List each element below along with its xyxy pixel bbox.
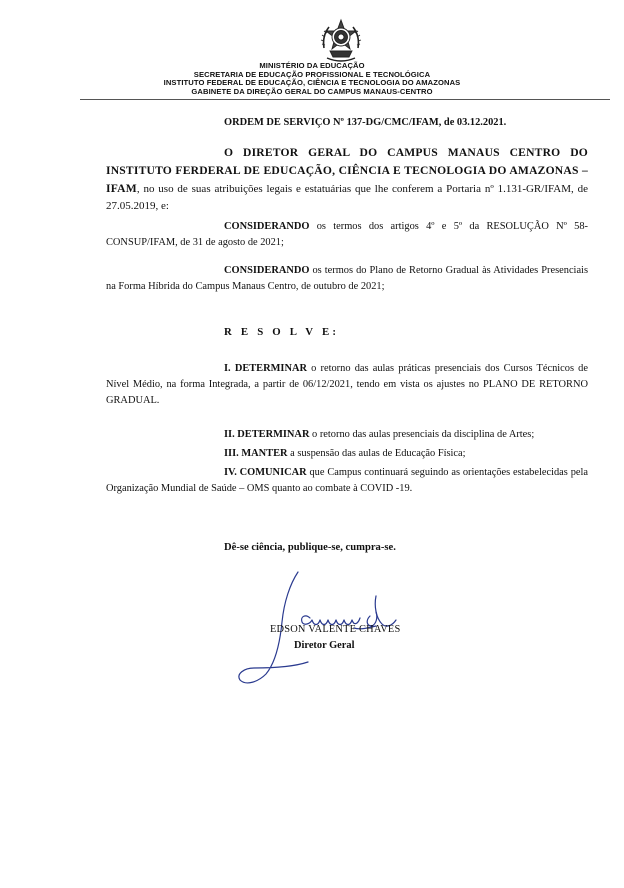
intro-bold-text: O DIRETOR GERAL DO CAMPUS MANAUS CENTRO DO INSTITUTO FERDERAL DE EDUCAÇÃO, CIÊNCIA E TECNOLOGIA DO AMAZONAS – IFAM	[106, 146, 588, 195]
sign-off-line: Dê-se ciência, publique-se, cumpra-se.	[224, 542, 396, 553]
item-2-text: o retorno das aulas presenciais da disciplina de Artes;	[309, 429, 535, 440]
header-institute: INSTITUTO FEDERAL DE EDUCAÇÃO, CIÊNCIA E TECNOLOGIA DO AMAZONAS	[163, 78, 461, 88]
header-cabinet: GABINETE DA DIREÇÃO GERAL DO CAMPUS MANAUS-CENTRO	[191, 86, 433, 96]
document-title: ORDEM DE SERVIÇO Nº 137-DG/CMC/IFAM, de 03.12.2021.	[224, 117, 507, 128]
intro-paragraph	[106, 144, 588, 215]
resolution-item-1	[106, 361, 588, 409]
institution-header	[0, 62, 624, 96]
signer-role: Diretor Geral	[294, 640, 355, 651]
considerando-1-label: CONSIDERANDO	[224, 221, 310, 232]
considerando-2-text: os termos do Plano de Retorno Gradual às Atividades Presenciais na Forma Híbrida do Campus Manaus Centro, de outubro de 2021;	[106, 265, 588, 292]
resolution-item-3	[106, 446, 588, 462]
signer-name: EDSON VALENTE CHAVES	[270, 624, 401, 635]
considerando-1-text: os termos dos artigos 4º e 5º da RESOLUÇÃO Nº 58-CONSUP/IFAM, de 31 de agosto de 2021;	[106, 221, 588, 248]
item-2-label: II. DETERMINAR	[224, 429, 310, 440]
item-4-label: IV. COMUNICAR	[224, 467, 307, 478]
item-3-text: a suspensão das aulas de Educação Física;	[287, 448, 466, 459]
item-4-text: que Campus continuará seguindo as orientações estabelecidas pela Organização Mundial de Saúde – OMS quanto ao combate à COVID -19.	[106, 467, 589, 494]
considerando-2-label: CONSIDERANDO	[224, 265, 310, 276]
header-ministry: MINISTÉRIO DA EDUCAÇÃO	[259, 61, 365, 70]
item-1-text: o retorno das aulas práticas presenciais dos Cursos Técnicos de Nível Médio, na forma Integrada, a partir de 06/12/2021, tendo em vista os ajustes no PLANO DE RETORNO GRADUAL.	[106, 363, 588, 406]
resolution-item-4	[106, 465, 588, 497]
header-divider	[80, 99, 610, 100]
considerando-paragraph-1	[106, 219, 588, 251]
intro-text: , no uso de suas atribuições legais e estatuárias que lhe conferem a Portaria nº 1.131-GR/IFAM, de 27.05.2019, e:	[106, 183, 588, 212]
brazil-coat-of-arms-icon	[318, 18, 364, 66]
resolution-item-2	[106, 427, 588, 443]
item-3-label: III. MANTER	[224, 448, 288, 459]
resolve-heading: R E S O L V E:	[224, 326, 340, 338]
header-secretariat: SECRETARIA DE EDUCAÇÃO PROFISSIONAL E TECNOLÓGICA	[193, 69, 431, 79]
item-1-label: I. DETERMINAR	[224, 363, 307, 374]
considerando-paragraph-2	[106, 263, 588, 295]
